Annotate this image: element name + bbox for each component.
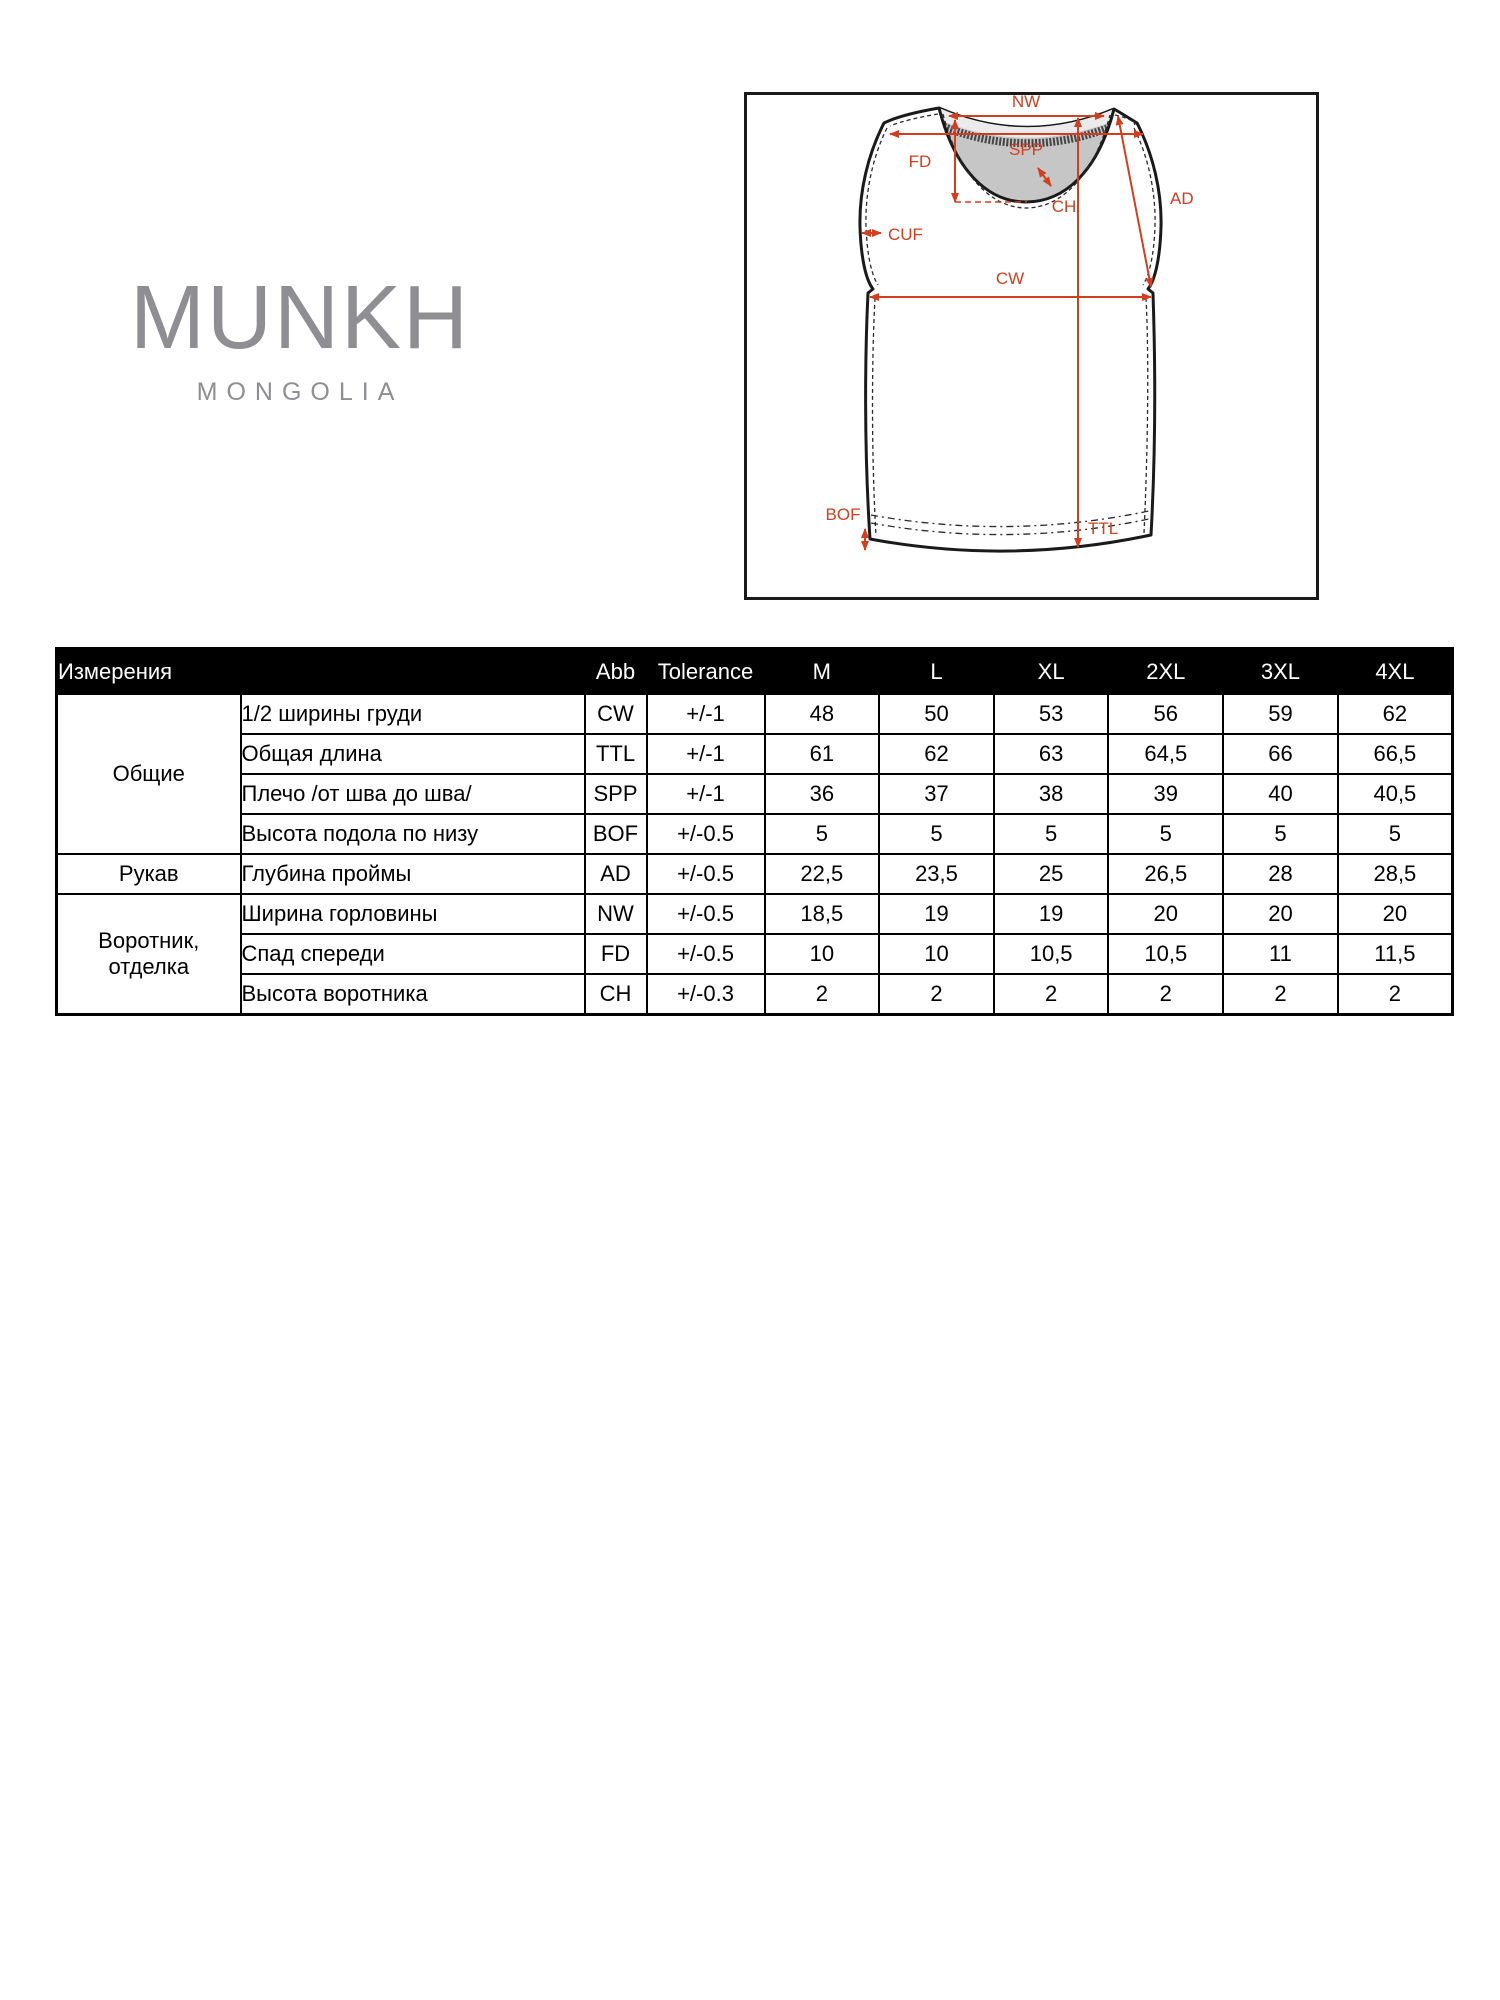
value-cell: 2 bbox=[1108, 974, 1223, 1014]
value-cell: 39 bbox=[1108, 774, 1223, 814]
cuf-label: CUF bbox=[888, 225, 923, 244]
value-cell: 62 bbox=[879, 734, 994, 774]
value-cell: 10 bbox=[765, 934, 880, 974]
value-cell: 22,5 bbox=[765, 854, 880, 894]
group-cell-general: Общие bbox=[57, 694, 241, 854]
value-cell: 5 bbox=[994, 814, 1109, 854]
value-cell: 5 bbox=[879, 814, 994, 854]
table-row bbox=[57, 694, 1453, 734]
measure-name-cell: Высота подола по низу bbox=[241, 814, 585, 854]
measure-name-cell: Спад спереди bbox=[241, 934, 585, 974]
table-row bbox=[57, 974, 1453, 1014]
cw-label: CW bbox=[995, 269, 1025, 288]
value-cell: 2 bbox=[994, 974, 1109, 1014]
measure-name-cell: Ширина горловины bbox=[241, 894, 585, 934]
table-row bbox=[57, 854, 1453, 894]
value-cell: 26,5 bbox=[1108, 854, 1223, 894]
value-cell: 10 bbox=[879, 934, 994, 974]
value-cell: 2 bbox=[1338, 974, 1453, 1014]
value-cell: 23,5 bbox=[879, 854, 994, 894]
value-cell: 48 bbox=[765, 694, 880, 734]
value-cell: 10,5 bbox=[1108, 934, 1223, 974]
tolerance-cell: +/-0.5 bbox=[647, 894, 765, 934]
table-row bbox=[57, 774, 1453, 814]
size-table bbox=[55, 647, 1454, 1016]
header-size-xl: XL bbox=[994, 649, 1109, 695]
value-cell: 66 bbox=[1223, 734, 1338, 774]
value-cell: 38 bbox=[994, 774, 1109, 814]
header-size-m: M bbox=[765, 649, 880, 695]
abb-cell: BOF bbox=[585, 814, 647, 854]
value-cell: 66,5 bbox=[1338, 734, 1453, 774]
garment-diagram bbox=[744, 92, 1319, 600]
header-size-l: L bbox=[879, 649, 994, 695]
measure-name-cell: 1/2 ширины груди bbox=[241, 694, 585, 734]
tolerance-cell: +/-0.3 bbox=[647, 974, 765, 1014]
header-size-3xl: 3XL bbox=[1223, 649, 1338, 695]
fd-label: FD bbox=[908, 152, 932, 171]
abb-cell: TTL bbox=[585, 734, 647, 774]
value-cell: 28,5 bbox=[1338, 854, 1453, 894]
abb-cell: FD bbox=[585, 934, 647, 974]
measure-name-cell: Плечо /от шва до шва/ bbox=[241, 774, 585, 814]
value-cell: 25 bbox=[994, 854, 1109, 894]
abb-cell: CH bbox=[585, 974, 647, 1014]
table-row bbox=[57, 734, 1453, 774]
value-cell: 63 bbox=[994, 734, 1109, 774]
ch-label: CH bbox=[1051, 197, 1077, 216]
brand-country: MONGOLIA bbox=[196, 377, 404, 406]
group-cell-sleeve: Рукав bbox=[57, 854, 241, 894]
value-cell: 19 bbox=[879, 894, 994, 934]
header-size-4xl: 4XL bbox=[1338, 649, 1453, 695]
value-cell: 2 bbox=[1223, 974, 1338, 1014]
value-cell: 11 bbox=[1223, 934, 1338, 974]
ttl-label: TTL bbox=[1088, 519, 1119, 538]
nw-label: NW bbox=[1011, 92, 1041, 111]
value-cell: 5 bbox=[1338, 814, 1453, 854]
value-cell: 5 bbox=[765, 814, 880, 854]
brand-logo bbox=[88, 268, 512, 407]
value-cell: 5 bbox=[1223, 814, 1338, 854]
value-cell: 5 bbox=[1108, 814, 1223, 854]
value-cell: 37 bbox=[879, 774, 994, 814]
value-cell: 11,5 bbox=[1338, 934, 1453, 974]
value-cell: 64,5 bbox=[1108, 734, 1223, 774]
measure-name-cell: Общая длина bbox=[241, 734, 585, 774]
value-cell: 56 bbox=[1108, 694, 1223, 734]
tolerance-cell: +/-0.5 bbox=[647, 934, 765, 974]
value-cell: 40 bbox=[1223, 774, 1338, 814]
abb-cell: SPP bbox=[585, 774, 647, 814]
abb-cell: NW bbox=[585, 894, 647, 934]
value-cell: 20 bbox=[1338, 894, 1453, 934]
abb-cell: CW bbox=[585, 694, 647, 734]
tolerance-cell: +/-1 bbox=[647, 694, 765, 734]
measure-name-cell: Высота воротника bbox=[241, 974, 585, 1014]
table-row bbox=[57, 814, 1453, 854]
value-cell: 53 bbox=[994, 694, 1109, 734]
value-cell: 20 bbox=[1108, 894, 1223, 934]
value-cell: 19 bbox=[994, 894, 1109, 934]
value-cell: 36 bbox=[765, 774, 880, 814]
header-measurements: Измерения bbox=[57, 649, 585, 695]
table-row bbox=[57, 894, 1453, 934]
value-cell: 2 bbox=[879, 974, 994, 1014]
bof-label: BOF bbox=[825, 505, 861, 524]
header-abb: Abb bbox=[585, 649, 647, 695]
tolerance-cell: +/-0.5 bbox=[647, 854, 765, 894]
tolerance-cell: +/-0.5 bbox=[647, 814, 765, 854]
ad-label: AD bbox=[1170, 189, 1194, 208]
tank-top-sketch bbox=[744, 92, 1319, 600]
header-tolerance: Tolerance bbox=[647, 649, 765, 695]
spp-label: SPP bbox=[1008, 140, 1044, 159]
brand-name: MUNKH bbox=[130, 268, 470, 368]
measure-name-cell: Глубина проймы bbox=[241, 854, 585, 894]
value-cell: 62 bbox=[1338, 694, 1453, 734]
table-row bbox=[57, 934, 1453, 974]
abb-cell: AD bbox=[585, 854, 647, 894]
table-header-row bbox=[57, 649, 1453, 695]
tolerance-cell: +/-1 bbox=[647, 734, 765, 774]
header-size-2xl: 2XL bbox=[1108, 649, 1223, 695]
value-cell: 2 bbox=[765, 974, 880, 1014]
group-cell-collar: Воротник, отделка bbox=[57, 894, 241, 1014]
value-cell: 20 bbox=[1223, 894, 1338, 934]
value-cell: 18,5 bbox=[765, 894, 880, 934]
value-cell: 40,5 bbox=[1338, 774, 1453, 814]
value-cell: 50 bbox=[879, 694, 994, 734]
value-cell: 10,5 bbox=[994, 934, 1109, 974]
value-cell: 59 bbox=[1223, 694, 1338, 734]
tolerance-cell: +/-1 bbox=[647, 774, 765, 814]
value-cell: 61 bbox=[765, 734, 880, 774]
value-cell: 28 bbox=[1223, 854, 1338, 894]
